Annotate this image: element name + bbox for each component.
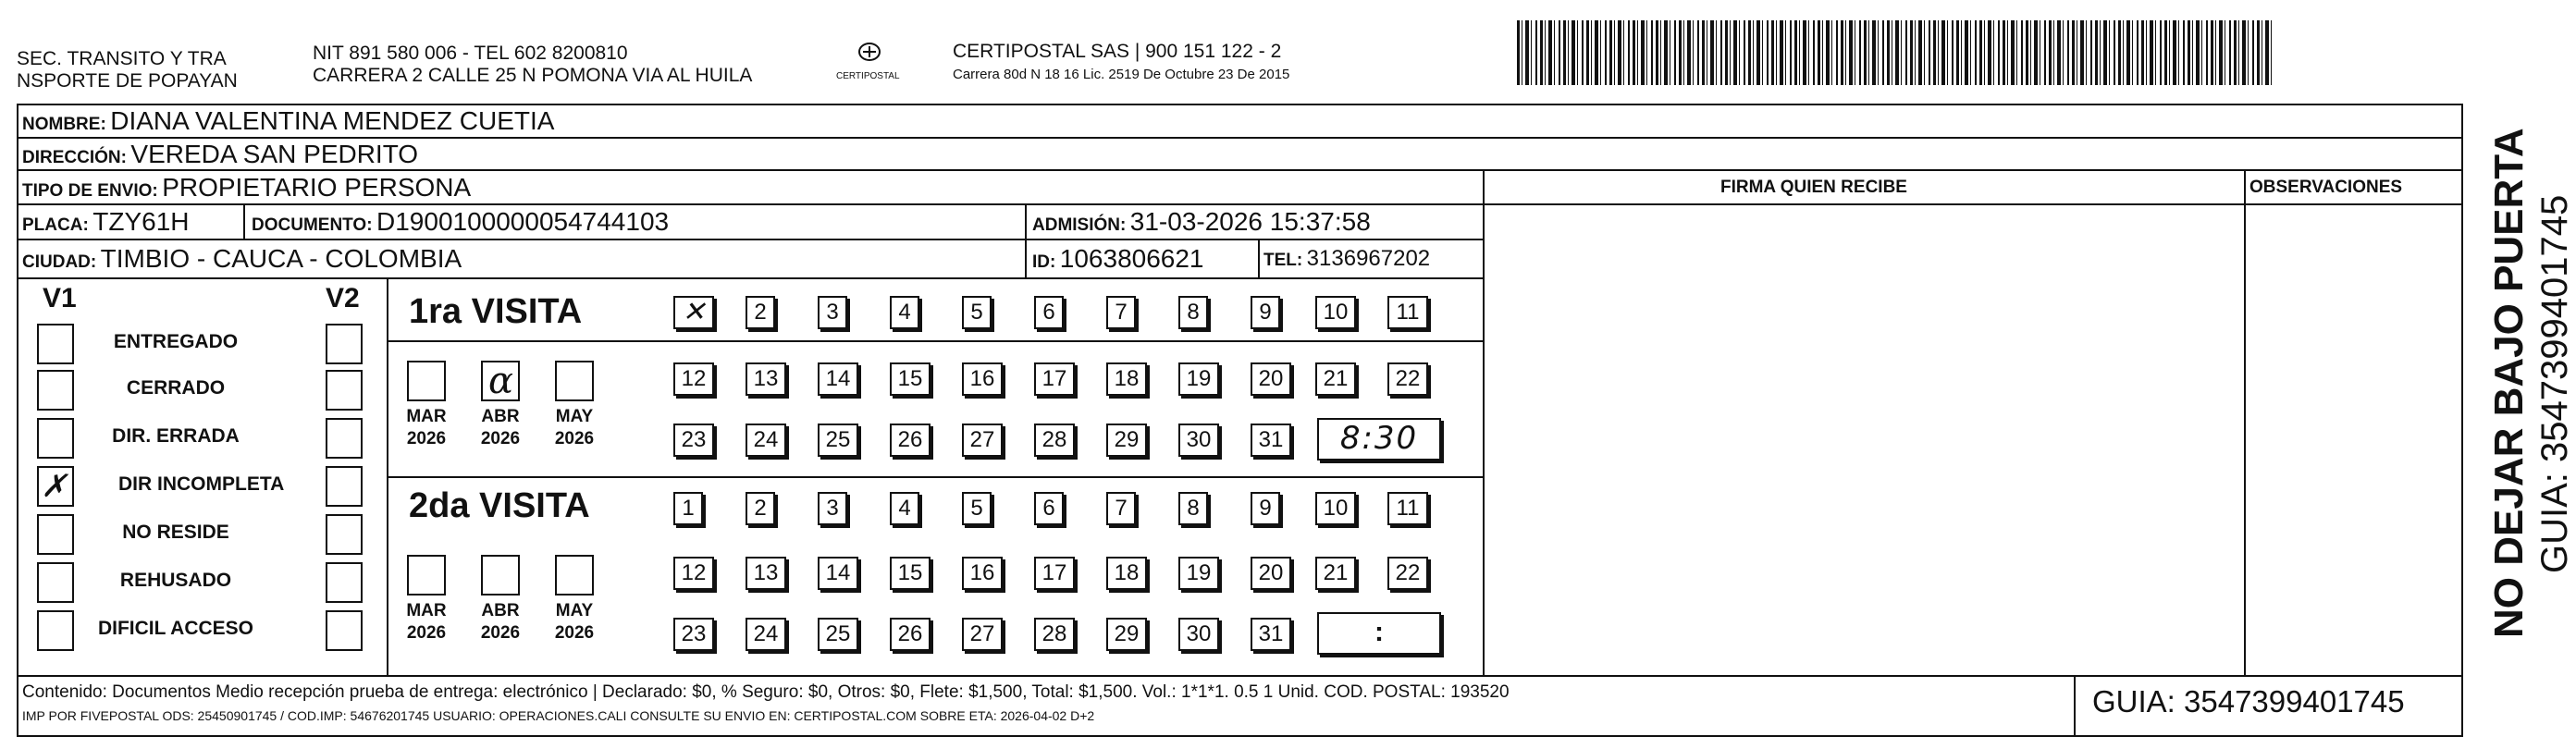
day-box[interactable] — [1106, 492, 1136, 525]
tipo-envio-label: TIPO DE ENVIO: — [22, 181, 158, 201]
admision-label: ADMISIÓN: — [1032, 215, 1127, 235]
day-box[interactable] — [1315, 296, 1356, 329]
day-box[interactable] — [890, 492, 919, 525]
day-box[interactable] — [1315, 362, 1356, 396]
id-label: ID: — [1032, 252, 1056, 272]
day-number: 1 — [682, 496, 695, 521]
day-number: 6 — [1042, 300, 1055, 325]
day-number: 10 — [1323, 496, 1349, 521]
day-box[interactable] — [818, 618, 858, 651]
day-number: 24 — [753, 427, 779, 452]
day-box[interactable] — [1251, 557, 1291, 590]
year-label: 2026 — [554, 429, 595, 448]
day-box[interactable] — [1034, 492, 1064, 525]
month-label: ABR — [481, 601, 520, 620]
observaciones-label: OBSERVACIONES — [2249, 178, 2403, 197]
day-box[interactable] — [1034, 618, 1075, 651]
day-box[interactable] — [746, 424, 786, 457]
admision-value: 31-03-2026 15:37:58 — [1129, 207, 1371, 236]
day-box[interactable] — [1251, 492, 1280, 525]
company-line: CERTIPOSTAL SAS | 900 151 122 - 2 — [953, 41, 1282, 62]
month-checkbox[interactable] — [481, 361, 520, 401]
day-box[interactable] — [890, 557, 931, 590]
month-checkbox[interactable] — [555, 361, 594, 401]
status-label: CERRADO — [126, 377, 226, 399]
v2-checkbox[interactable] — [326, 514, 363, 555]
ciudad-field — [22, 245, 462, 277]
v2-checkbox[interactable] — [326, 324, 363, 364]
day-number: 24 — [753, 621, 779, 646]
day-number: 25 — [825, 427, 851, 452]
id-value: 1063806621 — [1059, 244, 1204, 273]
day-box[interactable] — [1106, 362, 1147, 396]
day-box[interactable] — [746, 492, 775, 525]
documento-field — [252, 208, 669, 240]
license-line: Carrera 80d N 18 16 Lic. 2519 De Octubre 23 De 2015 — [953, 67, 1290, 82]
day-number: 21 — [1323, 366, 1349, 391]
day-box[interactable] — [1315, 557, 1356, 590]
day-box[interactable] — [673, 424, 714, 457]
day-box[interactable] — [1387, 492, 1428, 525]
day-number: 22 — [1395, 560, 1421, 585]
day-number: 27 — [969, 621, 995, 646]
barcode — [1517, 20, 2275, 85]
year-label: 2026 — [554, 623, 595, 643]
day-box[interactable] — [1178, 492, 1208, 525]
side-guia-text: GUIA: 3547399401745 — [2534, 194, 2575, 573]
day-box[interactable] — [818, 296, 847, 329]
day-box[interactable] — [1315, 492, 1356, 525]
imp-line: IMP POR FIVEPOSTAL ODS: 25450901745 / COD.IMP: 54676201745 USUARIO: OPERACIONES.CALI CONSULTE SU ENVIO EN: CERTIPOSTAL.COM SOBRE ETA: 2026-04-02 D+2 — [22, 708, 1095, 723]
day-number: 16 — [969, 560, 995, 585]
day-box[interactable] — [1387, 557, 1428, 590]
day-box[interactable] — [1387, 296, 1428, 329]
day-number: 30 — [1186, 621, 1212, 646]
v2-checkbox[interactable] — [326, 370, 363, 411]
day-number: 15 — [897, 560, 923, 585]
day-box[interactable] — [1178, 557, 1219, 590]
day-number: 12 — [681, 560, 707, 585]
nombre-value: DIANA VALENTINA MENDEZ CUETIA — [110, 106, 555, 135]
day-box[interactable] — [746, 362, 786, 396]
day-number: 15 — [897, 366, 923, 391]
id-field — [1032, 245, 1204, 277]
day-number: 3 — [826, 496, 839, 521]
first-visit-title: 1ra VISITA — [409, 292, 583, 331]
day-number: 10 — [1323, 300, 1349, 325]
day-number: 21 — [1323, 560, 1349, 585]
day-box[interactable] — [890, 424, 931, 457]
day-number: 16 — [969, 366, 995, 391]
day-number: 26 — [897, 621, 923, 646]
day-number: 3 — [826, 300, 839, 325]
nombre-field — [22, 107, 554, 140]
year-label: 2026 — [480, 429, 521, 448]
day-box[interactable] — [673, 492, 703, 525]
day-box[interactable] — [890, 618, 931, 651]
day-box[interactable] — [1034, 296, 1064, 329]
day-number: 12 — [681, 366, 707, 391]
day-number: 17 — [1041, 560, 1067, 585]
checkmark-icon: ✗ — [41, 468, 68, 505]
day-box[interactable] — [890, 296, 919, 329]
day-number: 28 — [1041, 621, 1067, 646]
v2-checkbox[interactable] — [326, 466, 363, 507]
day-number: 20 — [1258, 560, 1284, 585]
checkmark-icon: α — [488, 360, 514, 402]
day-number: 14 — [825, 366, 851, 391]
day-box[interactable] — [1178, 618, 1219, 651]
day-box[interactable] — [1251, 362, 1291, 396]
status-label: DIR INCOMPLETA — [118, 473, 285, 495]
day-number: 18 — [1114, 366, 1140, 391]
status-label: NO RESIDE — [122, 522, 229, 543]
day-number: 19 — [1186, 366, 1212, 391]
documento-label: DOCUMENTO: — [252, 215, 373, 235]
day-number: 14 — [825, 560, 851, 585]
day-box[interactable] — [1034, 557, 1075, 590]
guia-box: GUIA: 3547399401745 — [2092, 684, 2405, 718]
day-box[interactable] — [962, 492, 992, 525]
tel-field — [1263, 245, 1430, 276]
day-number: 19 — [1186, 560, 1212, 585]
tipo-envio-field — [22, 174, 471, 206]
day-box[interactable] — [1251, 424, 1291, 457]
placa-field — [22, 208, 189, 240]
month-checkbox[interactable] — [555, 555, 594, 596]
day-number: 6 — [1042, 496, 1055, 521]
day-box[interactable] — [818, 424, 858, 457]
day-number: 22 — [1395, 366, 1421, 391]
day-number: 26 — [897, 427, 923, 452]
status-label: DIFICIL ACCESO — [97, 618, 253, 639]
day-number: 23 — [681, 427, 707, 452]
second-visit-time[interactable]: : — [1317, 612, 1441, 655]
address-line: CARRERA 2 CALLE 25 N POMONA VIA AL HUILA — [313, 65, 753, 86]
day-box[interactable] — [1178, 424, 1219, 457]
logo-text: CERTIPOSTAL — [836, 71, 900, 81]
checkmark-icon: ✕ — [682, 297, 706, 327]
v1-checkbox[interactable] — [37, 466, 74, 507]
firma-label: FIRMA QUIEN RECIBE — [1720, 178, 1907, 197]
day-box[interactable] — [1178, 296, 1208, 329]
day-number: 9 — [1259, 496, 1272, 521]
certipostal-logo — [851, 41, 888, 68]
day-box[interactable] — [818, 557, 858, 590]
day-box[interactable] — [746, 618, 786, 651]
day-box[interactable] — [1251, 296, 1280, 329]
day-box[interactable] — [673, 618, 714, 651]
month-checkbox[interactable] — [407, 555, 446, 596]
day-number: 7 — [1115, 496, 1128, 521]
day-box[interactable] — [1106, 424, 1147, 457]
v2-checkbox[interactable] — [326, 610, 363, 651]
day-number: 5 — [970, 496, 983, 521]
day-number: 17 — [1041, 366, 1067, 391]
day-box[interactable] — [962, 618, 1003, 651]
day-box[interactable] — [962, 362, 1003, 396]
no-dejar-text: NO DEJAR BAJO PUERTA — [2486, 128, 2532, 638]
day-number: 23 — [681, 621, 707, 646]
day-number: 2 — [754, 496, 767, 521]
first-visit-time[interactable]: 8:30 — [1317, 418, 1441, 460]
day-number: 20 — [1258, 366, 1284, 391]
placa-value: TZY61H — [92, 207, 190, 236]
month-checkbox[interactable] — [481, 555, 520, 596]
day-number: 28 — [1041, 427, 1067, 452]
day-number: 11 — [1396, 300, 1420, 325]
nombre-label: NOMBRE: — [22, 115, 106, 134]
month-label: ABR — [481, 407, 520, 426]
nit-line: NIT 891 580 006 - TEL 602 8200810 — [313, 43, 628, 64]
day-box[interactable] — [1251, 618, 1291, 651]
day-number: 31 — [1258, 621, 1284, 646]
admision-field — [1032, 208, 1371, 240]
day-box[interactable] — [746, 296, 775, 329]
sender-line-2: NSPORTE DE POPAYAN — [17, 70, 238, 92]
month-label: MAY — [555, 601, 594, 620]
day-number: 5 — [970, 300, 983, 325]
day-box[interactable] — [962, 557, 1003, 590]
year-label: 2026 — [406, 429, 447, 448]
day-box[interactable] — [1034, 424, 1075, 457]
direccion-value: VEREDA SAN PEDRITO — [130, 140, 419, 168]
day-number: 9 — [1259, 300, 1272, 325]
day-number: 7 — [1115, 300, 1128, 325]
day-number: 30 — [1186, 427, 1212, 452]
day-number: 2 — [754, 300, 767, 325]
day-box[interactable] — [673, 362, 714, 396]
day-number: 29 — [1114, 621, 1140, 646]
placa-label: PLACA: — [22, 215, 89, 235]
v2-label: V2 — [326, 283, 360, 313]
month-label: MAR — [406, 407, 447, 426]
status-label: DIR. ERRADA — [112, 425, 240, 447]
day-box[interactable] — [1034, 362, 1075, 396]
day-box[interactable] — [1387, 362, 1428, 396]
day-number: 4 — [898, 496, 911, 521]
day-box[interactable] — [1106, 557, 1147, 590]
day-box[interactable] — [890, 362, 931, 396]
day-box[interactable] — [1178, 362, 1219, 396]
year-label: 2026 — [480, 623, 521, 643]
day-box[interactable] — [962, 424, 1003, 457]
observaciones-header — [2249, 174, 2402, 203]
day-number: 18 — [1114, 560, 1140, 585]
month-label: MAY — [555, 407, 594, 426]
year-label: 2026 — [406, 623, 447, 643]
firma-header — [1720, 174, 1907, 203]
day-box[interactable] — [962, 296, 992, 329]
day-number: 8 — [1187, 496, 1200, 521]
day-box[interactable] — [1106, 618, 1147, 651]
day-number: 11 — [1396, 496, 1420, 521]
day-box[interactable] — [673, 557, 714, 590]
v2-checkbox[interactable] — [326, 418, 363, 459]
day-number: 29 — [1114, 427, 1140, 452]
day-box[interactable] — [746, 557, 786, 590]
day-box[interactable] — [673, 296, 714, 329]
day-number: 13 — [753, 366, 779, 391]
status-label: REHUSADO — [119, 570, 232, 591]
v1-label: V1 — [43, 283, 77, 313]
day-box[interactable] — [818, 362, 858, 396]
v2-checkbox[interactable] — [326, 562, 363, 603]
day-number: 27 — [969, 427, 995, 452]
day-number: 4 — [898, 300, 911, 325]
ciudad-value: TIMBIO - CAUCA - COLOMBIA — [100, 244, 462, 273]
status-label: ENTREGADO — [113, 331, 239, 352]
day-box[interactable] — [1106, 296, 1136, 329]
tipo-envio-value: PROPIETARIO PERSONA — [162, 173, 472, 202]
documento-value: D1900100000054744103 — [376, 207, 670, 236]
sender-line-1: SEC. TRANSITO Y TRA — [17, 48, 227, 69]
direccion-label: DIRECCIÓN: — [22, 148, 127, 167]
month-label: MAR — [406, 601, 447, 620]
ciudad-label: CIUDAD: — [22, 252, 97, 272]
tel-value: 3136967202 — [1306, 246, 1431, 271]
content-line: Contenido: Documentos Medio recepción prueba de entrega: electrónico | Declarado: $0, % Seguro: $0, Otros: $0, Flete: $1,500, Total: $1,500. Vol.: 1*1*1. 0.5 1 Unid. COD. POSTAL: 193520 — [22, 682, 1510, 702]
tel-label: TEL: — [1263, 251, 1303, 270]
day-number: 13 — [753, 560, 779, 585]
day-box[interactable] — [818, 492, 847, 525]
day-number: 31 — [1258, 427, 1284, 452]
month-checkbox[interactable] — [407, 361, 446, 401]
day-number: 8 — [1187, 300, 1200, 325]
second-visit-title: 2da VISITA — [409, 486, 590, 525]
day-number: 25 — [825, 621, 851, 646]
direccion-field — [22, 141, 418, 173]
